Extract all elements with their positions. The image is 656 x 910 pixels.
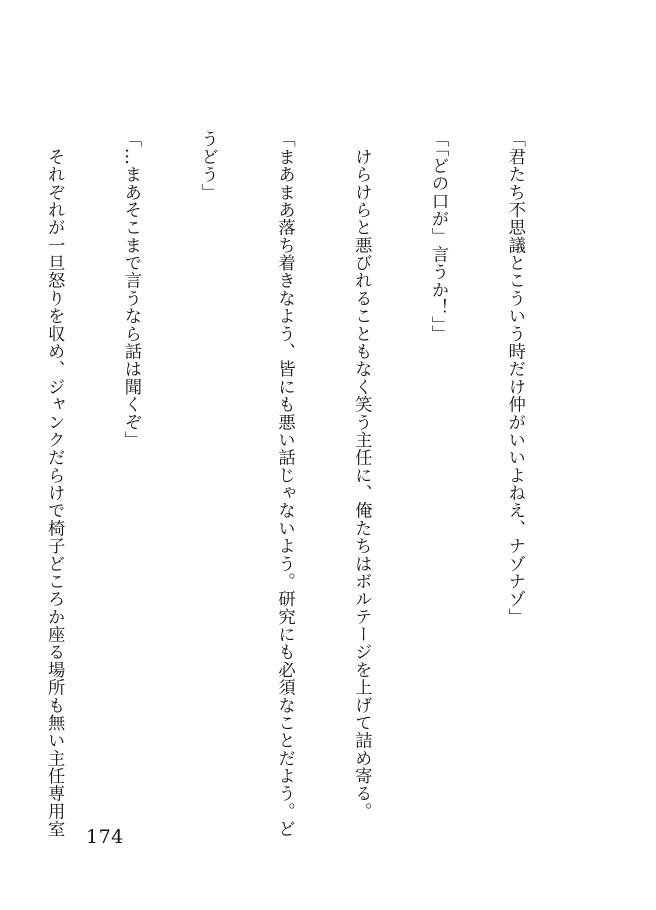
text-line: けらけらと悪びれることもなく笑う主任に、俺たちはボルテージを上げて詰め寄る。 [351,130,372,820]
page-number: 174 [86,826,124,848]
text-line: 「君たち不思議とこういう時だけ仲がいいよねえ、ナゾナゾ」 [504,130,525,626]
text-line: 「まあまあ落ち着きなよう、皆にも悪い話じゃないよう。研究にも必須なことだよう。ど [274,130,295,838]
text-line: それぞれが一旦怒りを収め、ジャンクだらけで椅子どころか座る場所も無い主任専用室 [44,130,65,838]
text-line: うどう」 [197,130,218,201]
text-line: 「「どの口が」言うか！」」 [428,130,449,343]
text-line: 「…まあそこまで言うなら話は聞くぞ」 [120,130,141,449]
